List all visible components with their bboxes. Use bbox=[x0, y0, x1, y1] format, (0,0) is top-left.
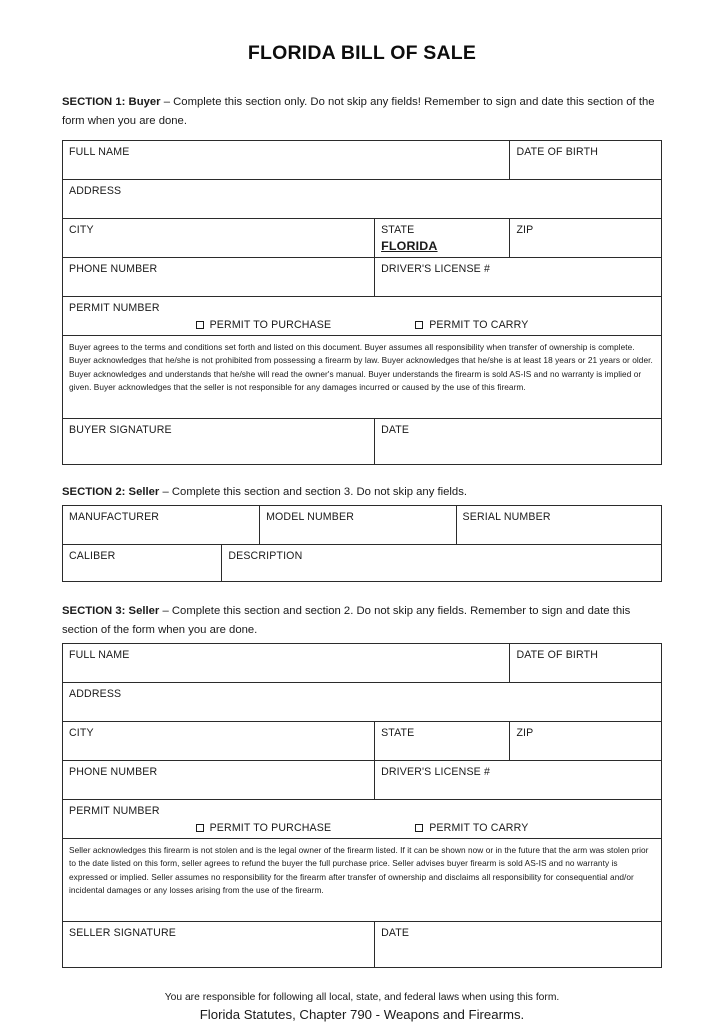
field-seller-drivers-license[interactable] bbox=[375, 760, 662, 799]
field-label: FULL NAME bbox=[69, 145, 130, 158]
field-seller-city[interactable] bbox=[63, 721, 375, 760]
seller-terms-text: Seller acknowledges this firearm is not stolen and is the legal owner of the firearm listed. If it can be shown now or in the future that the arm was stolen prior to the date listed on this form, seller agrees to refund the buyer the full purchase price. Seller advises buyer firearm is sold AS-IS and no warranty is expressed or implied. Seller assumes no responsibility for the firearm after transfer of ownership and disclaims all responsibility for consequential and/or incidental damages or any losses arising from the use of the firearm. bbox=[69, 844, 649, 896]
field-buyer-zip[interactable] bbox=[510, 218, 662, 257]
field-label: SELLER SIGNATURE bbox=[69, 926, 176, 939]
field-seller-state[interactable] bbox=[375, 721, 510, 760]
table-row bbox=[63, 682, 662, 721]
section-3-intro-text: – Complete this section and section 2. Do not skip any fields. Remember to sign and date this section of the form when you are done. bbox=[62, 605, 631, 636]
buyer-terms-cell bbox=[63, 335, 662, 418]
field-label: CITY bbox=[69, 726, 94, 739]
checkbox-icon[interactable] bbox=[196, 824, 204, 832]
field-label: DATE bbox=[381, 926, 410, 939]
field-label: MANUFACTURER bbox=[69, 511, 160, 524]
field-seller-phone-number[interactable] bbox=[63, 760, 375, 799]
buyer-terms-text: Buyer agrees to the terms and conditions set forth and listed on this document. Buyer assumes all responsibility when transfer of ownership is complete. Buyer acknowledges that he/she is not prohibited from possessing a firearm by law. Buyer acknowledges that he/she is at least 18 years or 21 years or older. Buyer acknowledges and understands that he/she will read the owner's manual. Buyer understands the firearm is sold AS-IS and no warranty is implied or given. Buyer acknowledges that the seller is not responsible for any damages incurred or caused by the use of this firearm. bbox=[69, 341, 653, 393]
buyer-permit-options bbox=[63, 319, 661, 331]
field-label: DATE bbox=[381, 423, 410, 436]
field-label: ADDRESS bbox=[69, 184, 122, 197]
checkbox-icon[interactable] bbox=[415, 321, 423, 329]
field-label: MODEL NUMBER bbox=[266, 511, 354, 524]
checkbox-buyer-permit-to-purchase[interactable] bbox=[196, 319, 332, 331]
table-row bbox=[63, 760, 662, 799]
page-title: FLORIDA BILL OF SALE bbox=[247, 42, 477, 64]
section-2-intro-text: – Complete this section and section 3. Do not skip any fields. bbox=[159, 485, 468, 498]
field-label: ADDRESS bbox=[69, 687, 122, 700]
checkbox-label: PERMIT TO CARRY bbox=[429, 821, 529, 834]
field-serial-number[interactable] bbox=[456, 506, 661, 545]
checkbox-icon[interactable] bbox=[196, 321, 204, 329]
field-label: PHONE NUMBER bbox=[69, 765, 158, 778]
checkbox-icon[interactable] bbox=[415, 824, 423, 832]
field-seller-permit-number[interactable] bbox=[63, 799, 662, 838]
checkbox-seller-permit-to-carry[interactable] bbox=[415, 822, 528, 834]
field-label: DESCRIPTION bbox=[228, 550, 303, 563]
field-label: DATE OF BIRTH bbox=[516, 648, 599, 661]
field-label: PHONE NUMBER bbox=[69, 262, 158, 275]
field-seller-address[interactable] bbox=[63, 682, 662, 721]
state-value: FLORIDA bbox=[381, 238, 438, 253]
field-seller-signature[interactable] bbox=[63, 921, 375, 967]
field-label: ZIP bbox=[516, 726, 534, 739]
field-label: PERMIT NUMBER bbox=[69, 301, 160, 314]
table-row bbox=[63, 838, 662, 921]
table-row bbox=[63, 179, 662, 218]
section-1-instructions bbox=[62, 65, 662, 140]
field-buyer-state[interactable] bbox=[375, 218, 510, 257]
field-label: DRIVER'S LICENSE # bbox=[381, 262, 491, 275]
table-row bbox=[63, 799, 662, 838]
section-1-label: SECTION 1: Buyer bbox=[62, 96, 161, 109]
seller-permit-options bbox=[63, 822, 661, 834]
field-model-number[interactable] bbox=[260, 506, 456, 545]
footer-disclaimer: You are responsible for following all local, state, and federal laws when using this form. bbox=[164, 991, 560, 1003]
firearm-information-table bbox=[62, 505, 662, 582]
field-buyer-signature[interactable] bbox=[63, 418, 375, 464]
section-2-label: SECTION 2: Seller bbox=[62, 485, 160, 498]
field-label: CITY bbox=[69, 223, 94, 236]
checkbox-label: PERMIT TO PURCHASE bbox=[209, 821, 332, 834]
table-row bbox=[63, 296, 662, 335]
field-label: DATE OF BIRTH bbox=[516, 145, 599, 158]
field-label: STATE bbox=[381, 726, 415, 739]
field-label: BUYER SIGNATURE bbox=[69, 423, 172, 436]
field-buyer-address[interactable] bbox=[63, 179, 662, 218]
field-label: CALIBER bbox=[69, 550, 116, 563]
field-buyer-phone-number[interactable] bbox=[63, 257, 375, 296]
table-row bbox=[63, 218, 662, 257]
field-label: DRIVER'S LICENSE # bbox=[381, 765, 491, 778]
footer-statute-reference: Florida Statutes, Chapter 790 - Weapons and Firearms. bbox=[199, 1006, 525, 1022]
table-row bbox=[63, 921, 662, 967]
field-buyer-date-of-birth[interactable] bbox=[510, 140, 662, 179]
checkbox-label: PERMIT TO PURCHASE bbox=[209, 318, 332, 331]
section-3-label: SECTION 3: Seller bbox=[62, 605, 160, 618]
seller-information-table bbox=[62, 643, 662, 968]
field-buyer-date[interactable] bbox=[375, 418, 662, 464]
table-row bbox=[63, 335, 662, 418]
field-seller-zip[interactable] bbox=[510, 721, 662, 760]
table-row bbox=[63, 506, 662, 545]
table-row bbox=[63, 721, 662, 760]
field-label: ZIP bbox=[516, 223, 534, 236]
section-2-instructions bbox=[62, 465, 662, 505]
table-row bbox=[63, 545, 662, 582]
field-seller-date-of-birth[interactable] bbox=[510, 643, 662, 682]
field-label: PERMIT NUMBER bbox=[69, 804, 160, 817]
seller-terms-cell bbox=[63, 838, 662, 921]
field-buyer-permit-number[interactable] bbox=[63, 296, 662, 335]
field-label: STATE bbox=[381, 223, 415, 236]
checkbox-seller-permit-to-purchase[interactable] bbox=[196, 822, 332, 834]
table-row bbox=[63, 418, 662, 464]
field-seller-date[interactable] bbox=[375, 921, 662, 967]
field-label: FULL NAME bbox=[69, 648, 130, 661]
field-label: SERIAL NUMBER bbox=[462, 511, 551, 524]
section-1-intro-text: – Complete this section only. Do not skip any fields! Remember to sign and date this section of the form when you are done. bbox=[62, 96, 655, 127]
field-seller-full-name[interactable] bbox=[63, 643, 510, 682]
field-caliber[interactable] bbox=[63, 545, 222, 582]
buyer-information-table bbox=[62, 140, 662, 465]
table-row bbox=[63, 643, 662, 682]
table-row bbox=[63, 257, 662, 296]
field-buyer-city[interactable] bbox=[63, 218, 375, 257]
checkbox-label: PERMIT TO CARRY bbox=[429, 318, 529, 331]
table-row bbox=[63, 140, 662, 179]
field-buyer-drivers-license[interactable] bbox=[375, 257, 662, 296]
checkbox-buyer-permit-to-carry[interactable] bbox=[415, 319, 528, 331]
field-buyer-full-name[interactable] bbox=[63, 140, 510, 179]
field-manufacturer[interactable] bbox=[63, 506, 260, 545]
section-3-instructions bbox=[62, 582, 662, 643]
page-footer bbox=[62, 968, 662, 1022]
field-description[interactable] bbox=[222, 545, 662, 582]
